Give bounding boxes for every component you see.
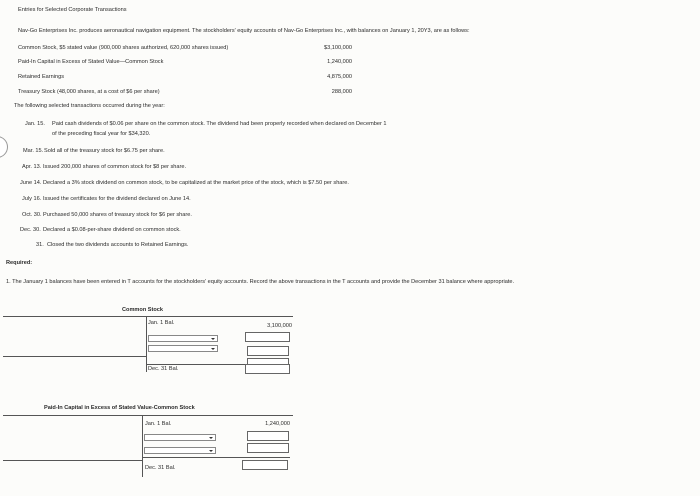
- required-item-1: 1. The January 1 balances have been entered in T accounts for the stockholders' equity accounts. Record the above transactions in the T accounts and provide the December 31 balance where appropriate.: [6, 279, 515, 285]
- t-account-title-common-stock: Common Stock: [122, 307, 164, 313]
- transaction-date: July 16.: [22, 196, 42, 202]
- balance-label-treasury-stock: Treasury Stock (48,000 shares, at a cost of $6 per share): [18, 89, 160, 95]
- t-account-open-amount: 1,240,000: [265, 421, 290, 427]
- page-title: Entries for Selected Corporate Transactions: [18, 7, 127, 13]
- cs-entry-dropdown-1[interactable]: [148, 335, 218, 342]
- collapse-handle[interactable]: [0, 136, 8, 158]
- transaction-text: Purchased 50,000 shares of treasury stock for $6 per share.: [43, 212, 192, 218]
- balance-label-paid-in-capital: Paid-In Capital in Excess of Stated Value—Common Stock: [18, 59, 164, 65]
- intro-text: Nav-Go Enterprises Inc. produces aeronautical navigation equipment. The stockholders' equity accounts of Nav-Go Enterprises Inc., with balances on January 1, 20Y3, are as follows:: [18, 28, 470, 34]
- pic-close-amount[interactable]: [242, 460, 288, 470]
- t-account-total-rule: [142, 457, 290, 458]
- pic-entry-amount-1[interactable]: [247, 431, 289, 441]
- transaction-date: 31.: [36, 242, 44, 248]
- balance-amount-common-stock: $3,100,000: [324, 45, 352, 51]
- pic-entry-amount-2[interactable]: [247, 443, 289, 453]
- balance-amount-paid-in-capital: 1,240,000: [327, 59, 352, 65]
- transaction-text: Declared a 3% stock dividend on common stock, to be capitalized at the market price of the stock, which is $7.50 per share.: [43, 180, 349, 186]
- required-heading: Required:: [6, 260, 33, 266]
- transaction-text: Sold all of the treasury stock for $6.75 per share.: [44, 148, 165, 154]
- transaction-date: Oct. 30.: [22, 212, 42, 218]
- balance-amount-retained-earnings: 4,875,000: [327, 74, 352, 80]
- balance-label-common-stock: Common Stock, $5 stated value (900,000 shares authorized, 620,000 shares issued): [18, 45, 229, 51]
- transaction-text: Paid cash dividends of $0.06 per share on the common stock. The dividend had been properly recorded when declared on December 1: [52, 121, 387, 127]
- transaction-date: June 14.: [20, 180, 42, 186]
- t-account-open-label: Jan. 1 Bal.: [145, 421, 172, 427]
- balance-amount-treasury-stock: 288,000: [331, 89, 352, 95]
- transactions-intro: The following selected transactions occurred during the year:: [14, 103, 165, 109]
- t-account-left-rule: [3, 356, 146, 357]
- pic-entry-dropdown-1[interactable]: [144, 434, 216, 441]
- t-account-open-amount: 3,100,000: [267, 323, 292, 329]
- cs-close-amount[interactable]: [245, 364, 290, 374]
- t-account-center-rule: [142, 415, 143, 477]
- transaction-date: Dec. 30.: [20, 227, 41, 233]
- cs-entry-amount-1[interactable]: [245, 332, 290, 342]
- transaction-date: Mar. 15.: [23, 148, 44, 154]
- t-account-close-label: Dec. 31 Bal.: [145, 465, 176, 471]
- t-account-title-paid-in-capital: Paid-In Capital in Excess of Stated Value-Common Stock: [44, 405, 195, 411]
- t-account-left-rule: [3, 460, 142, 461]
- balance-label-retained-earnings: Retained Earnings: [18, 74, 65, 80]
- transaction-text: Issued the certificates for the dividend declared on June 14.: [43, 196, 191, 202]
- t-account-open-label: Jan. 1 Bal.: [148, 320, 175, 326]
- t-account-top-rule: [3, 316, 293, 317]
- cs-entry-dropdown-2[interactable]: [148, 345, 218, 352]
- pic-entry-dropdown-2[interactable]: [144, 447, 216, 454]
- transaction-text-cont: of the preceding fiscal year for $34,320.: [52, 131, 151, 137]
- transaction-text: Declared a $0.08-per-share dividend on common stock.: [43, 227, 181, 233]
- transaction-date: Jan. 15.: [25, 121, 45, 127]
- transaction-text: Issued 200,000 shares of common stock for $8 per share.: [43, 164, 187, 170]
- t-account-top-rule: [3, 415, 293, 416]
- transaction-date: Apr. 13.: [22, 164, 42, 170]
- t-account-close-label: Dec. 31 Bal.: [148, 366, 179, 372]
- transaction-text: Closed the two dividends accounts to Retained Earnings.: [47, 242, 189, 248]
- cs-entry-amount-2[interactable]: [247, 346, 289, 356]
